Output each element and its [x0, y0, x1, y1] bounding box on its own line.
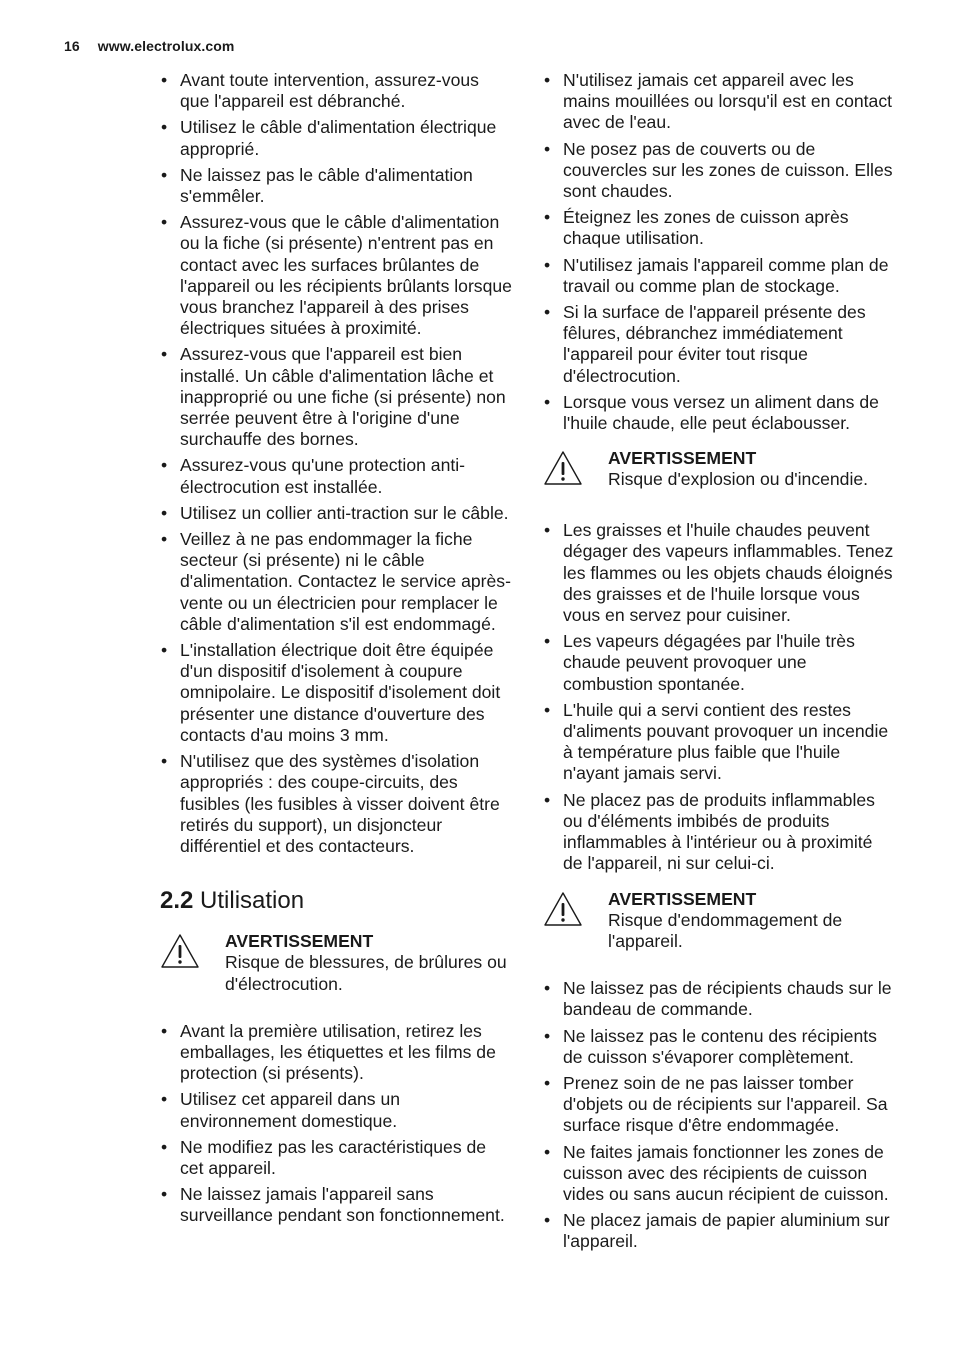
list-item: • Assurez-vous que l'appareil est bien installé. Un câble d'alimentation lâche et inapproprié ou une fiche (si présente) non serrée peuvent être à l'origine d'une surchauffe des bornes.: [160, 344, 512, 450]
list-item: • Ne placez jamais de papier aluminium sur l'appareil.: [543, 1210, 896, 1252]
warning-text: Risque d'endommagement de l'appareil.: [608, 909, 843, 951]
warning-title: AVERTISSEMENT: [608, 448, 757, 469]
list-item: • Utilisez cet appareil dans un environnement domestique.: [160, 1089, 512, 1131]
bullet-list: [160, 70, 512, 857]
bullet-list: [160, 1021, 512, 1227]
list-item: • Ne laissez jamais l'appareil sans surveillance pendant son fonctionnement.: [160, 1184, 512, 1226]
section-number: 2.2: [160, 887, 194, 915]
right-column: [543, 70, 896, 1258]
list-item: • Éteignez les zones de cuisson après chaque utilisation.: [543, 207, 896, 249]
section-title: Utilisation: [200, 887, 305, 915]
list-item: • Ne modifiez pas les caractéristiques de cet appareil.: [160, 1137, 512, 1179]
list-item: • Veillez à ne pas endommager la fiche secteur (si présente) ni le câble d'alimentation. Contactez le service après-vente ou un électricien pour remplacer le câble d'alimentation s'il est endommagé.: [160, 529, 512, 635]
list-item: • Ne faites jamais fonctionner les zones de cuisson avec des récipients de cuisson vides ou sans aucun récipient de cuisson.: [543, 1142, 896, 1206]
list-item: • L'huile qui a servi contient des restes d'aliments pouvant provoquer un incendie à température plus faible que l'huile n'ayant jamais servi.: [543, 700, 896, 785]
list-item: • N'utilisez jamais l'appareil comme plan de travail ou comme plan de stockage.: [543, 255, 896, 297]
section-heading: [160, 887, 512, 915]
list-item: • N'utilisez jamais cet appareil avec les mains mouillées ou lorsqu'il est en contact avec de l'eau.: [543, 70, 896, 134]
list-item: • Ne posez pas de couverts ou de couvercles sur les zones de cuisson. Elles sont chaudes.: [543, 139, 896, 203]
list-item: • Avant toute intervention, assurez-vous que l'appareil est débranché.: [160, 70, 512, 112]
list-item: • N'utilisez que des systèmes d'isolation appropriés : des coupe-circuits, des fusibles (les fusibles à visser doivent être retirés du support), un disjoncteur différentiel et des contacteurs.: [160, 751, 512, 857]
list-item: • L'installation électrique doit être équipée d'un dispositif d'isolement à coupure omnipolaire. Le dispositif d'isolement doit présenter une distance d'ouverture des contacts d'au moins 3 mm.: [160, 640, 512, 746]
page-header: [64, 38, 234, 54]
warning-triangle-icon: [543, 891, 583, 927]
list-item: • Assurez-vous qu'une protection anti-électrocution est installée.: [160, 455, 512, 497]
bullet-list: [543, 70, 896, 434]
list-item: • Ne laissez pas de récipients chauds sur le bandeau de commande.: [543, 978, 896, 1020]
warning-text: Risque de blessures, de brûlures ou d'électrocution.: [225, 952, 507, 994]
warning-title: AVERTISSEMENT: [608, 888, 757, 909]
list-item: • Assurez-vous que le câble d'alimentation ou la fiche (si présente) n'entrent pas en contact avec les surfaces brûlantes de l'appareil ou les récipients brûlants lorsque vous branchez l'appareil à des prises électriques situées à proximité.: [160, 212, 512, 339]
warning-triangle-icon: [160, 933, 200, 969]
list-item: • Avant la première utilisation, retirez les emballages, les étiquettes et les films de protection (si présents).: [160, 1021, 512, 1085]
list-item: • Les graisses et l'huile chaudes peuvent dégager des vapeurs inflammables. Tenez les flammes ou les objets chauds éloignés des graisses et de l'huile lorsque vous vous en servez pour cuisiner.: [543, 520, 896, 626]
list-item: • Les vapeurs dégagées par l'huile très chaude peuvent provoquer une combustion spontanée.: [543, 631, 896, 695]
left-column: [160, 70, 512, 1232]
list-item: • Ne laissez pas le contenu des récipients de cuisson s'évaporer complètement.: [543, 1026, 896, 1068]
list-item: • Prenez soin de ne pas laisser tomber d'objets ou de récipients sur l'appareil. Sa surface risque d'être endommagée.: [543, 1073, 896, 1137]
list-item: • Utilisez le câble d'alimentation électrique approprié.: [160, 117, 512, 159]
list-item: • Utilisez un collier anti-traction sur le câble.: [160, 503, 512, 524]
list-item: • Ne placez pas de produits inflammables ou d'éléments imbibés de produits inflammables à l'intérieur ou à proximité de l'appareil, ni sur celui-ci.: [543, 790, 896, 875]
page-number: 16: [64, 38, 80, 54]
warning-block: [160, 931, 512, 995]
site-url[interactable]: www.electrolux.com: [97, 38, 235, 54]
list-item: • Si la surface de l'appareil présente des fêlures, débranchez immédiatement l'appareil pour éviter tout risque d'électrocution.: [543, 302, 896, 387]
warning-block: [543, 448, 896, 494]
warning-block: [543, 889, 896, 953]
bullet-list: [543, 520, 896, 874]
warning-title: AVERTISSEMENT: [225, 931, 374, 952]
warning-text: Risque d'explosion ou d'incendie.: [608, 469, 869, 490]
bullet-list: [543, 978, 896, 1252]
list-item: • Ne laissez pas le câble d'alimentation s'emmêler.: [160, 165, 512, 207]
list-item: • Lorsque vous versez un aliment dans de l'huile chaude, elle peut éclabousser.: [543, 392, 896, 434]
warning-triangle-icon: [543, 450, 583, 486]
